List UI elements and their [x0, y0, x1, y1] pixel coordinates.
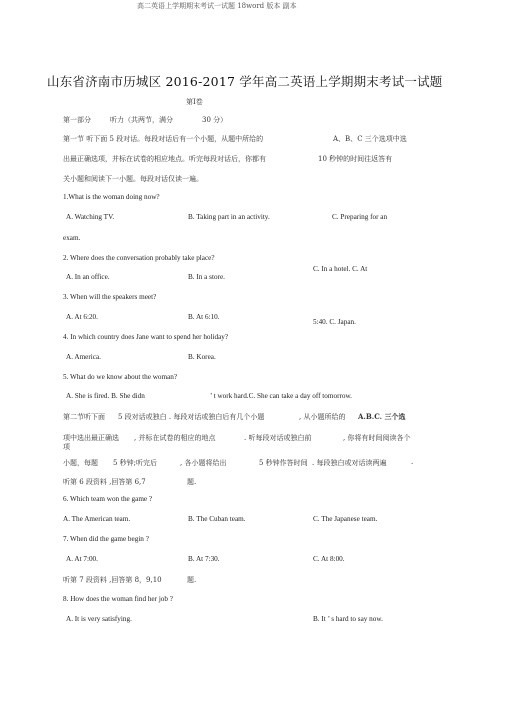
option-b: B. The Cuban team.	[188, 515, 246, 523]
section2-line: 小题，每题	[63, 459, 98, 467]
section2-line: . 听每段对话或独白前	[244, 434, 312, 442]
section2-line: , 各小题将给出	[180, 459, 227, 467]
section2-line: 第二节听下面	[63, 413, 105, 421]
option-a: A. At 7:00.	[66, 555, 98, 563]
material-instruction: 题.	[187, 576, 197, 584]
section2-line: , 并标在试卷的相应的地点	[134, 434, 216, 442]
option-c: 5:40. C. Japan.	[313, 318, 356, 326]
question-stem: 3. When will the speakers meet?	[63, 293, 157, 301]
option-b: B. Taking part in an activity.	[188, 213, 270, 221]
option-c-cont: exam.	[63, 234, 81, 242]
question-stem: 6. Which team won the game ?	[63, 495, 153, 503]
section2-line: , 从小题所给的	[299, 413, 346, 421]
section2-line: 项中选出最正确选	[63, 434, 119, 442]
option-b: B. At 7:30.	[188, 555, 220, 563]
option-c: C. At 8:00.	[313, 555, 345, 563]
section1-line: A、B、C 三个选项中选	[333, 135, 407, 143]
option-b: ’ t work hard.C. She can take a day off tomorrow.	[210, 392, 352, 400]
question-stem: 4. In which country does Jane want to spend her holiday?	[63, 333, 229, 341]
option-b: B. It ’ s hard to say now.	[313, 615, 383, 623]
section1-line: 第一节 听下面 5 段对话。每段对话后有一个小题，从题中所给的	[63, 135, 264, 143]
option-c: C. In a hotel. C. At	[313, 265, 368, 273]
section2-line: , 你将有时间阅读各个	[343, 434, 411, 442]
option-a: A. She is fired. B. She didn	[66, 392, 145, 400]
part1-name: 听力（共两节，满分	[110, 116, 173, 124]
page-title: 山东省济南市历城区 2016-2017 学年高二英语上学期期末考试一试题	[47, 74, 443, 89]
option-b: B. At 6:10.	[188, 313, 220, 321]
option-b: B. Korea.	[188, 353, 216, 361]
section2-line: 5 秒钟作答时间	[259, 459, 308, 467]
section1-line: 出最正确选项，并标在试卷的相应地点。听完每段对话后，你都有	[63, 155, 266, 163]
option-a: A. It is very satisfying.	[66, 615, 132, 623]
section2-line: . 每段独白或对话读两遍	[312, 459, 387, 467]
section2-line: 5 秒钟;听完后	[113, 459, 158, 467]
option-a: A. America.	[66, 353, 101, 361]
question-stem: 7. When did the game begin ?	[63, 535, 149, 543]
section2-line: 5 段对话或独白 . 每段对话或独白后有几个小题	[118, 413, 265, 421]
option-b: B. In a store.	[188, 273, 225, 281]
section1-line: 10 秒钟的时间往返答有	[318, 155, 393, 163]
option-c: C. Preparing for an	[332, 213, 388, 221]
section2-line: 听第 6 段资料 ,回答第 6,7	[63, 478, 146, 486]
option-a: A. In an office.	[66, 273, 110, 281]
part1-part: 第一部分	[63, 116, 91, 124]
question-stem: 2. Where does the conversation probably take place?	[63, 254, 215, 262]
page-header: 高二英语上学期期末考试一试题 18word 版本 副本	[137, 2, 297, 10]
section2-line: A.B.C. 三个选	[358, 412, 406, 421]
section1-line: 关小题和阅读下一小题。每段对话仅读一遍。	[63, 175, 203, 183]
question-stem: 8. How does the woman find her job ?	[63, 595, 173, 603]
question-stem: 5. What do we know about the woman?	[63, 373, 178, 381]
option-a: A. At 6:20.	[66, 313, 98, 321]
volume-label: 第Ⅰ卷	[186, 98, 203, 106]
option-c: C. The Japanese team.	[313, 515, 378, 523]
material-instruction: 听第 7 段资料 ,回答第 8，9,10	[63, 576, 162, 584]
option-a: A. Watching TV.	[66, 213, 115, 221]
option-a: A. The American team.	[63, 515, 131, 523]
section2-line: 项	[63, 443, 70, 451]
section2-line: .	[411, 458, 414, 466]
part1-score: 30 分）	[202, 116, 228, 124]
section2-line: 题.	[187, 478, 197, 486]
question-stem: 1.What is the woman doing now?	[63, 193, 160, 201]
